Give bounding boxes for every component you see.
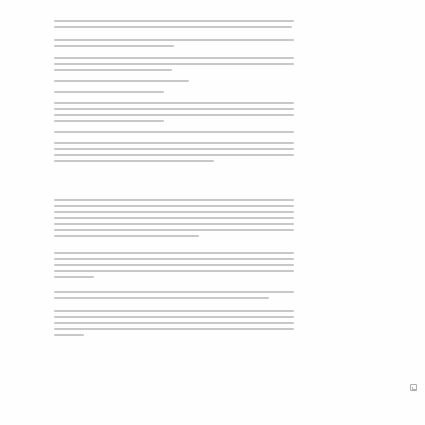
- text-line: [54, 322, 294, 324]
- text-line: [54, 63, 294, 65]
- text-line: [54, 131, 294, 133]
- text-line: [54, 316, 294, 318]
- text-line: [54, 160, 214, 162]
- text-line: [54, 108, 294, 110]
- text-line: [54, 154, 294, 156]
- text-line: [54, 80, 189, 82]
- text-line: [54, 39, 294, 41]
- text-line: [54, 20, 294, 22]
- text-line: [54, 270, 294, 272]
- text-line: [54, 291, 294, 293]
- text-line: [54, 297, 269, 299]
- text-line: [54, 148, 294, 150]
- text-line: [54, 114, 294, 116]
- text-line: [54, 310, 294, 312]
- text-line: [54, 334, 84, 336]
- text-line: [54, 69, 172, 71]
- text-line: [54, 264, 294, 266]
- text-line: [54, 45, 174, 47]
- text-line: [54, 223, 294, 225]
- text-line: [54, 205, 294, 207]
- text-line: [54, 211, 294, 213]
- text-line: [54, 142, 294, 144]
- text-line: [54, 217, 294, 219]
- text-line: [54, 120, 164, 122]
- text-line: [54, 235, 199, 237]
- external-link-icon: [410, 384, 417, 391]
- text-line: [54, 328, 294, 330]
- text-line: [54, 57, 294, 59]
- text-line: [54, 229, 294, 231]
- text-line: [54, 252, 294, 254]
- text-line: [54, 258, 294, 260]
- text-line: [54, 26, 292, 28]
- text-line: [54, 102, 294, 104]
- text-line: [54, 276, 94, 278]
- text-line: [54, 91, 164, 93]
- text-line: [54, 199, 294, 201]
